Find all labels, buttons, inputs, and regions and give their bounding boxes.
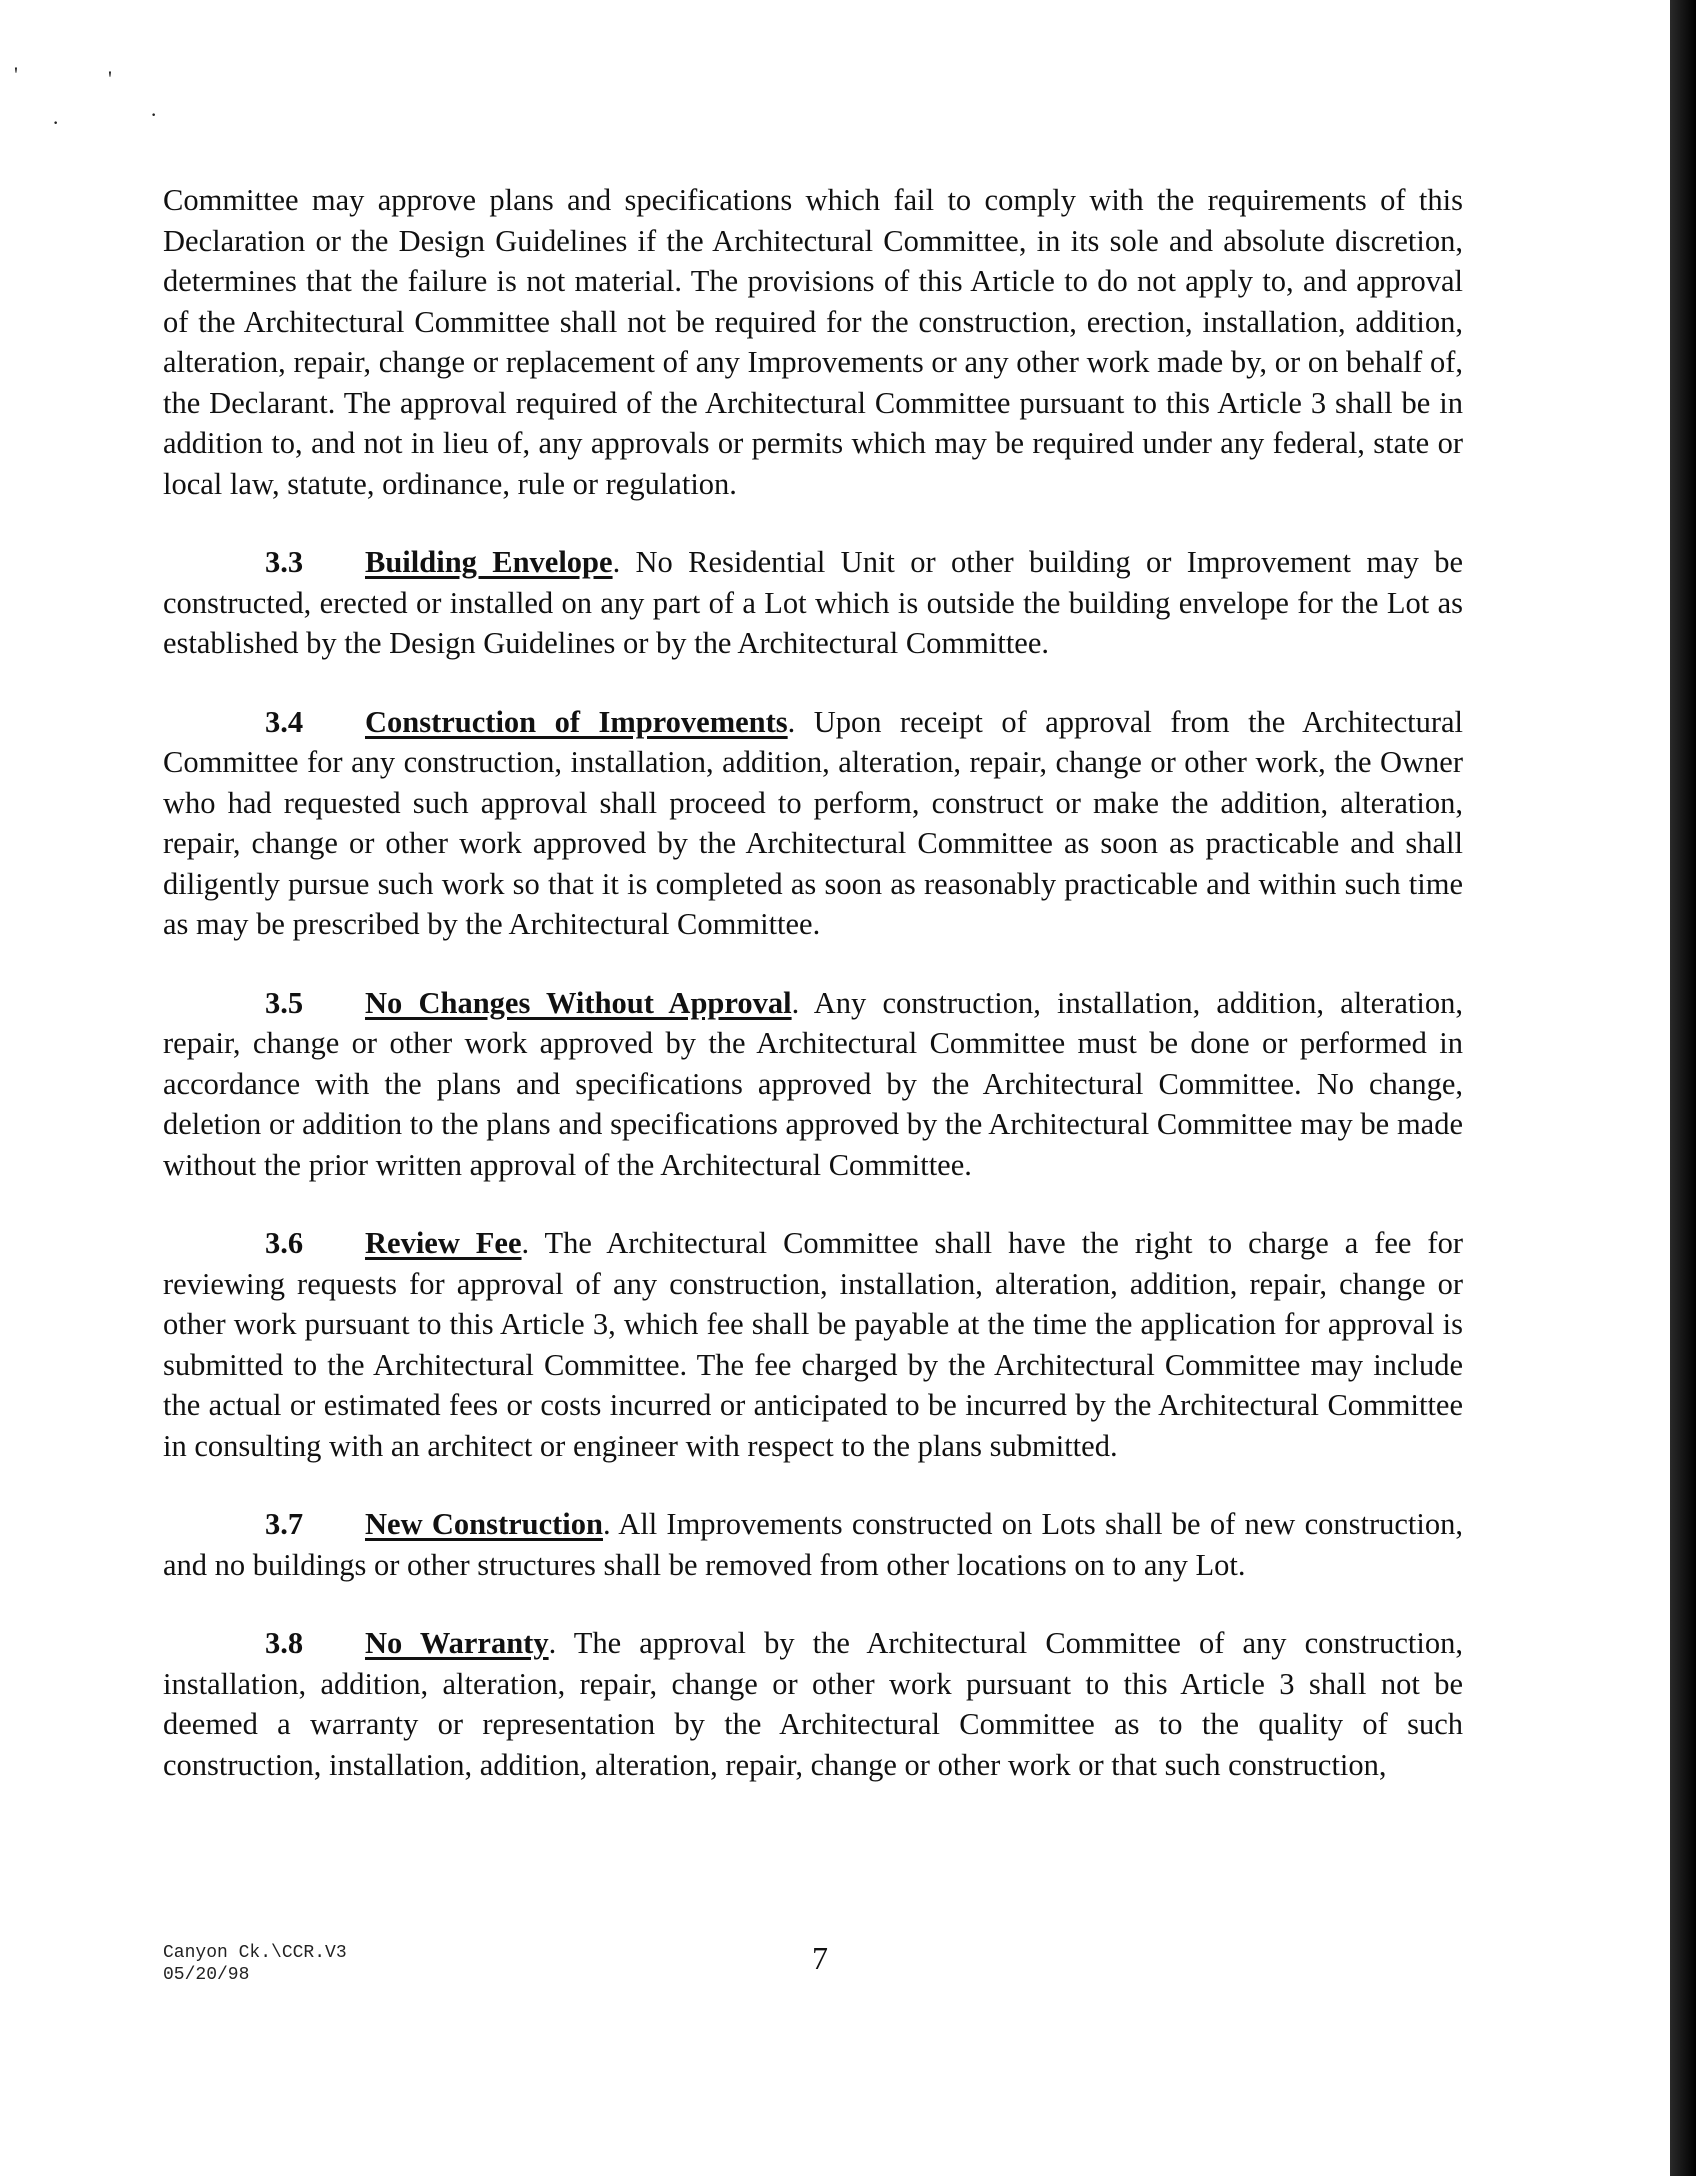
footer-file-path: Canyon Ck.\CCR.V3 (163, 1943, 347, 1963)
section-3-4: 3.4 Construction of Improvements. Upon receipt of approval from the Architectural Committee for any construction, installation, addition, alteration, repair, change or other work, the Owner who had requested such approval shall proceed to perform, construct or make the addition, alteration, repair, change or other work approved by the Architectural Committee as soon as practicable and shall diligently pursue such work so that it is completed as soon as reasonably practicable and within such time as may be prescribed by the Architectural Committee. (163, 702, 1463, 945)
section-text: All Improvements constructed on Lots shall be of new construction, and no buildings or other structures shall be removed from other locations on to any Lot. (163, 1507, 1463, 1582)
section-3-8: 3.8 No Warranty. The approval by the Architectural Committee of any construction, installation, addition, alteration, repair, change or other work pursuant to this Article 3 shall not be deemed a warranty or representation by the Architectural Committee as to the quality of such construction, installation, addition, alteration, repair, change or other work or that such construction, (163, 1623, 1463, 1785)
section-3-7: 3.7 New Construction. All Improvements constructed on Lots shall be of new construction, and no buildings or other structures shall be removed from other locations on to any Lot. (163, 1504, 1463, 1585)
section-title: Building Envelope (365, 545, 613, 579)
page-number: 7 (812, 1940, 828, 1976)
section-number: 3.4 (265, 704, 304, 739)
section-3-3: 3.3 Building Envelope. No Residential Unit or other building or Improvement may be constructed, erected or installed on any part of a Lot which is outside the building envelope for the Lot as established by the Design Guidelines or by the Architectural Committee. (163, 542, 1463, 664)
section-text: Any construction, installation, addition, alteration, repair, change or other work approved by the Architectural Committee must be done or performed in accordance with the plans and specifications approved by the Architectural Committee. No change, deletion or addition to the plans and specifications approved by the Architectural Committee may be made without the prior written approval of the Architectural Committee. (163, 985, 1463, 1182)
footer-date: 05/20/98 (163, 1965, 250, 1985)
section-3-5: 3.5 No Changes Without Approval. Any construction, installation, addition, alteration, repair, change or other work approved by the Architectural Committee must be done or performed in accordance with the plans and specifications approved by the Architectural Committee. No change, deletion or addition to the plans and specifications approved by the Architectural Committee may be made without the prior written approval of the Architectural Committee. (163, 983, 1463, 1186)
section-number: 3.6 (265, 1226, 304, 1260)
section-title: Construction of Improvements (365, 704, 788, 739)
scan-speck: · (52, 110, 60, 135)
scan-speck: · (150, 102, 158, 127)
section-number: 3.3 (265, 545, 304, 579)
section-number: 3.7 (265, 1507, 304, 1541)
section-title: No Changes Without Approval (365, 985, 792, 1020)
section-title: No Warranty (365, 1626, 549, 1660)
section-text: Upon receipt of approval from the Architectural Committee for any construction, installation, addition, alteration, repair, change or other work, the Owner who had requested such approval shall proceed to perform, construct or make the addition, alteration, repair, change or other work approved by the Architectural Committee as soon as practicable and shall diligently pursue such work so that it is completed as soon as reasonably practicable and within such time as may be prescribed by the Architectural Committee. (163, 704, 1463, 941)
section-text: The approval by the Architectural Committee of any construction, installation, addition, alteration, repair, change or other work pursuant to this Article 3 shall not be deemed a warranty or representation by the Architectural Committee as to the quality of such construction, installation, addition, alteration, repair, change or other work or that such construction, (163, 1626, 1463, 1782)
section-number: 3.5 (265, 985, 304, 1020)
scan-edge-shadow (1670, 0, 1696, 2176)
section-3-6: 3.6 Review Fee. The Architectural Committee shall have the right to charge a fee for reviewing requests for approval of any construction, installation, alteration, addition, repair, change or other work pursuant to this Article 3, which fee shall be payable at the time the application for approval is submitted to the Architectural Committee. The fee charged by the Architectural Committee may include the actual or estimated fees or costs incurred or anticipated to be incurred by the Architectural Committee in consulting with an architect or engineer with respect to the plans submitted. (163, 1223, 1463, 1466)
section-text: The Architectural Committee shall have the right to charge a fee for reviewing requests for approval of any construction, installation, alteration, addition, repair, change or other work pursuant to this Article 3, which fee shall be payable at the time the application for approval is submitted to the Architectural Committee. The fee charged by the Architectural Committee may include the actual or estimated fees or costs incurred or anticipated to be incurred by the Architectural Committee in consulting with an architect or engineer with respect to the plans submitted. (163, 1226, 1463, 1463)
document-body (163, 180, 1463, 1823)
section-title: New Construction (365, 1507, 603, 1541)
section-text: No Residential Unit or other building or Improvement may be constructed, erected or installed on any part of a Lot which is outside the building envelope for the Lot as established by the Design Guidelines or by the Architectural Committee. (163, 545, 1463, 660)
section-title: Review Fee (365, 1226, 522, 1260)
scan-speck: ' (108, 66, 112, 91)
intro-paragraph: Committee may approve plans and specifications which fail to comply with the requirements of this Declaration or the Design Guidelines if the Architectural Committee, in its sole and absolute discretion, determines that the failure is not material. The provisions of this Article to do not apply to, and approval of the Architectural Committee shall not be required for the construction, erection, installation, addition, alteration, repair, change or replacement of any Improvements or any other work made by, or on behalf of, the Declarant. The approval required of the Architectural Committee pursuant to this Article 3 shall be in addition to, and not in lieu of, any approvals or permits which may be required under any federal, state or local law, statute, ordinance, rule or regulation. (163, 183, 1463, 501)
section-number: 3.8 (265, 1626, 304, 1660)
scan-speck: ' (14, 62, 18, 87)
footer-file-reference (163, 1942, 347, 1986)
